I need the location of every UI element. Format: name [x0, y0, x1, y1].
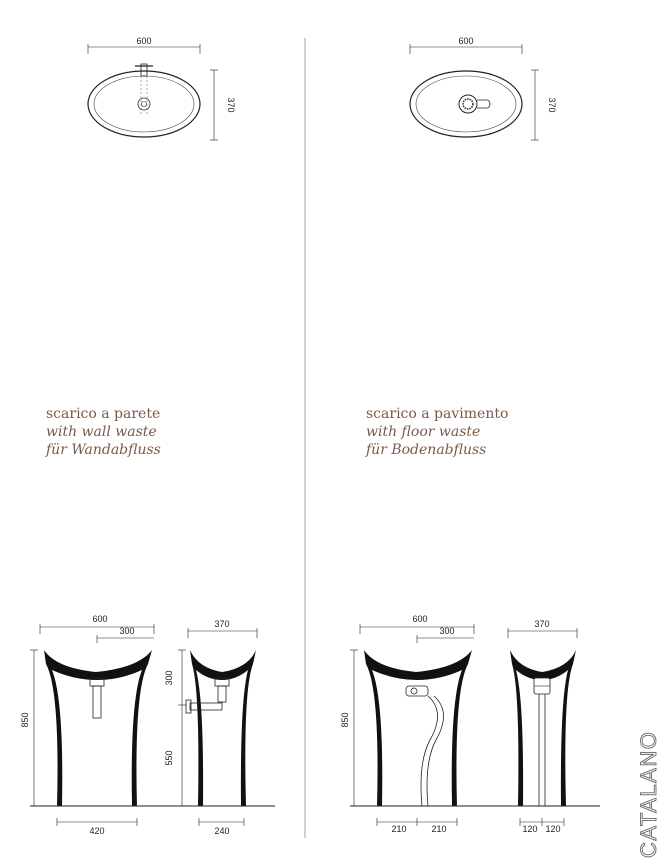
basin-outline: [410, 71, 522, 137]
front-height-label: 850: [340, 712, 350, 728]
side-base-label: 240: [214, 826, 230, 836]
brand-logo: [624, 700, 668, 860]
front-half-label: 300: [439, 626, 455, 636]
side-depth-label: 370: [214, 619, 230, 629]
plan-width-label: 600: [458, 36, 474, 46]
caption-floor-waste: [366, 405, 508, 459]
basin-pedestal-shape: [364, 650, 472, 806]
side-top-label: 300: [164, 670, 174, 686]
side-depth-label: 370: [534, 619, 550, 629]
front-height-label: 850: [20, 712, 30, 728]
front-base-left-label: 210: [391, 824, 407, 834]
basin-pedestal-shape: [190, 650, 256, 806]
plan-depth-label: 370: [226, 97, 236, 113]
drain-icon: [138, 98, 150, 110]
plan-view-floor-waste: [410, 36, 557, 140]
drain-icon: [459, 95, 477, 113]
elevation-floor-front: [340, 614, 474, 834]
front-base-label: 420: [89, 826, 105, 836]
side-base-right-label: 120: [545, 824, 561, 834]
caption-german: für Wandabfluss: [46, 442, 161, 458]
plan-width-label: 600: [136, 36, 152, 46]
elevation-floor-side: [508, 619, 577, 834]
caption-wall-waste: [46, 405, 161, 459]
side-waste-label: 550: [164, 750, 174, 766]
brand-name: CATALANO: [636, 730, 661, 858]
front-width-label: 600: [92, 614, 108, 624]
plan-view-wall-waste: [88, 36, 236, 140]
side-base-left-label: 120: [522, 824, 538, 834]
caption-english: with wall waste: [46, 424, 157, 440]
front-half-label: 300: [119, 626, 135, 636]
elevation-wall-front: [20, 614, 154, 836]
elevation-wall-side: [164, 619, 257, 836]
basin-outline: [88, 71, 200, 137]
front-base-right-label: 210: [431, 824, 447, 834]
caption-english: with floor waste: [366, 424, 481, 440]
caption-italian: scarico a parete: [46, 406, 161, 422]
front-width-label: 600: [412, 614, 428, 624]
caption-italian: scarico a pavimento: [366, 406, 509, 422]
caption-german: für Bodenabfluss: [366, 442, 487, 458]
plan-depth-label: 370: [547, 97, 557, 113]
basin-pedestal-shape: [510, 650, 576, 806]
basin-pedestal-shape: [44, 650, 152, 806]
